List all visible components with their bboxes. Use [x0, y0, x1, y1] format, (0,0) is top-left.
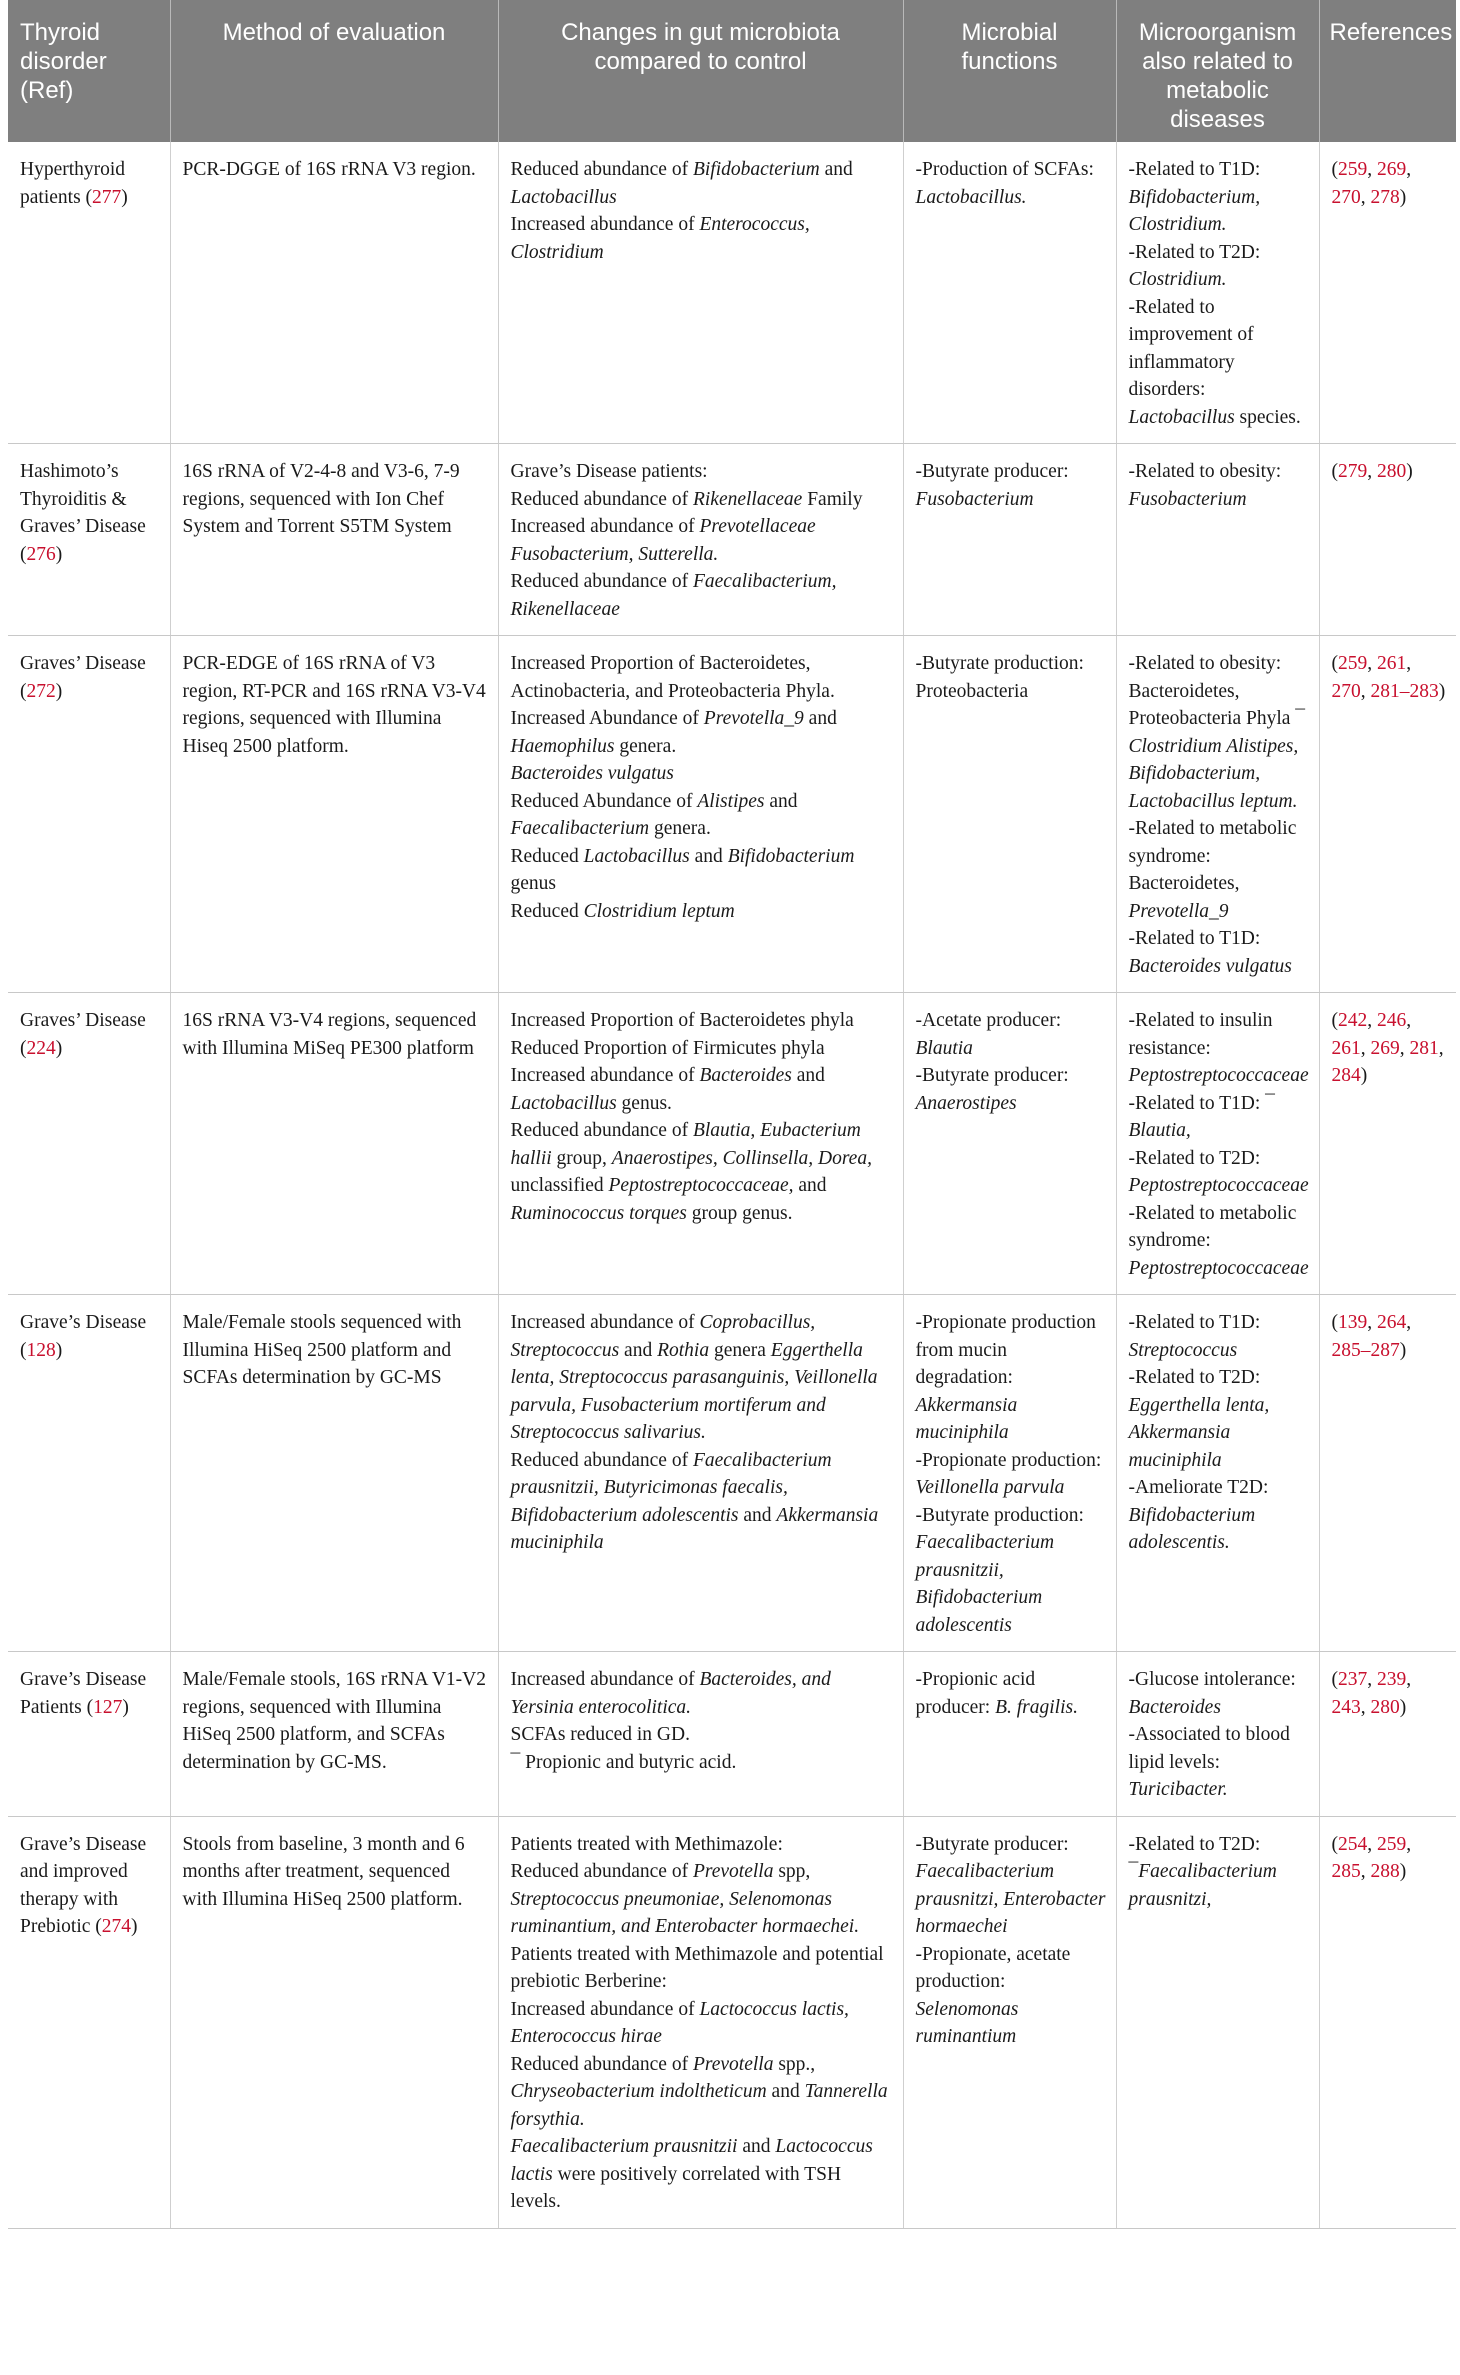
- cell-line: [511, 513, 893, 568]
- text-segment: and: [766, 2081, 805, 2102]
- header-thyroid-disorder: Thyroid disorder (Ref): [8, 0, 170, 142]
- reference-link[interactable]: 242: [1338, 1010, 1368, 1031]
- text-segment: and: [689, 845, 728, 867]
- text-segment: -Propionic acid producer:: [915, 1669, 1036, 1718]
- reference-link[interactable]: 279: [1338, 461, 1368, 482]
- italic-taxon: Fusobacterium: [1128, 488, 1247, 510]
- method-cell: 16S rRNA of V2-4-8 and V3-6, 7-9 regions, sequenced with Ion Chef System and Torrent S5TM System: [170, 444, 498, 636]
- text-segment: -Butyrate production: Proteobacteria: [915, 653, 1084, 702]
- cell-line: [511, 705, 893, 760]
- italic-taxon: Peptostreptococcaceae,: [608, 1175, 794, 1196]
- table-row: [8, 142, 1456, 444]
- disorder-ref-link[interactable]: 127: [93, 1696, 123, 1718]
- text-segment: genera.: [649, 818, 711, 839]
- related-cell: [1116, 636, 1319, 993]
- functions-cell: [903, 636, 1116, 993]
- italic-taxon: Prevotella_9: [703, 708, 804, 729]
- header-functions: Microbial functions: [903, 0, 1116, 142]
- thyroid-disorder-cell: Hashimoto’s Thyroiditis & Graves’ Disease (276): [8, 444, 170, 636]
- changes-cell: [498, 142, 903, 444]
- disorder-name: Graves’ Disease: [20, 653, 146, 674]
- table-row: [8, 1652, 1456, 1817]
- changes-cell: [498, 636, 903, 993]
- disorder-name: Grave’s Disease: [20, 1312, 147, 1333]
- related-cell: [1116, 1816, 1319, 2228]
- text-segment: -Related to T2D: ¯: [1128, 1833, 1261, 1882]
- disorder-ref-link[interactable]: 274: [101, 1916, 132, 1937]
- italic-taxon: Peptostreptococcaceae: [1128, 1065, 1309, 1086]
- italic-taxon: Blautia,: [1128, 1120, 1191, 1141]
- functions-cell: [903, 444, 1116, 636]
- reference-link[interactable]: 285–287: [1331, 1339, 1400, 1361]
- reference-link[interactable]: 281–283: [1370, 680, 1439, 702]
- text-segment: and: [803, 708, 837, 729]
- italic-taxon: Lactobacillus: [583, 845, 690, 867]
- cell-line: [511, 1447, 893, 1557]
- reference-link[interactable]: 278: [1370, 186, 1400, 208]
- cell-line: [511, 486, 893, 514]
- disorder-ref-link[interactable]: 272: [26, 680, 56, 702]
- text-segment: Reduced abundance of: [510, 1861, 693, 1882]
- text-segment: were positively correlated with TSH levels.: [510, 2163, 842, 2212]
- references-cell: (237, 239, 243, 280): [1319, 1652, 1456, 1817]
- text-segment: genus: [510, 873, 556, 894]
- italic-taxon: Clostridium.: [1128, 269, 1227, 290]
- italic-taxon: Anaerostipes, Collinsella, Dorea,: [611, 1147, 872, 1169]
- text-segment: -Associated to blood lipid levels:: [1128, 1724, 1290, 1773]
- changes-cell: [498, 1816, 903, 2228]
- reference-link[interactable]: 269: [1370, 1037, 1400, 1059]
- italic-taxon: Prevotella: [692, 2053, 774, 2075]
- changes-cell: [498, 1295, 903, 1652]
- text-segment: -Related to metabolic syndrome: Bacteroidetes,: [1128, 818, 1297, 894]
- cell-line: [511, 1996, 893, 2051]
- thyroid-disorder-cell: Grave’s Disease and improved therapy with Prebiotic (274): [8, 1816, 170, 2228]
- text-segment: Increased abundance of: [510, 1065, 700, 1086]
- italic-taxon: Faecalibacterium prausnitzii: [510, 2136, 738, 2157]
- text-segment: -Related to obesity:: [1128, 461, 1282, 482]
- header-related-microorganisms: Microorganism also related to metabolic diseases: [1116, 0, 1319, 142]
- italic-taxon: Akkermansia muciniphila: [915, 1394, 1018, 1443]
- cell-line: [511, 1035, 893, 1063]
- cell-line: [1129, 1721, 1309, 1804]
- table-row: [8, 444, 1456, 636]
- text-segment: -Related to T1D:: [1128, 928, 1261, 949]
- method-cell: Stools from baseline, 3 month and 6 months after treatment, sequenced with Illumina HiSeq 2500 platform.: [170, 1816, 498, 2228]
- text-segment: Reduced abundance of: [510, 2053, 693, 2075]
- italic-taxon: Blautia, Eubacterium hallii: [510, 1120, 861, 1169]
- cell-line: [1129, 1145, 1309, 1200]
- italic-taxon: Lactobacillus: [510, 186, 617, 208]
- text-segment: -Propionate production:: [915, 1449, 1102, 1471]
- text-segment: and: [819, 159, 853, 180]
- reference-link[interactable]: 280: [1377, 461, 1407, 482]
- table-row: [8, 636, 1456, 993]
- method-cell: PCR-EDGE of 16S rRNA of V3 region, RT-PCR and 16S rRNA V3-V4 regions, sequenced with Illumina Hiseq 2500 platform.: [170, 636, 498, 993]
- text-segment: -Glucose intolerance:: [1128, 1669, 1296, 1690]
- text-segment: -Butyrate producer:: [915, 1833, 1069, 1855]
- italic-taxon: Prevotella: [692, 1861, 774, 1882]
- italic-taxon: Faecalibacterium prausnitzi, Enterobacter hormaechei: [915, 1861, 1106, 1937]
- related-cell: [1116, 1295, 1319, 1652]
- text-segment: -Butyrate producer:: [915, 1065, 1069, 1086]
- cell-line: [916, 156, 1106, 211]
- text-segment: spp,: [773, 1861, 811, 1882]
- cell-line: [1129, 925, 1309, 980]
- text-segment: Increased Proportion of Bacteroidetes, Actinobacteria, and Proteobacteria Phyla.: [510, 653, 835, 702]
- disorder-ref-link[interactable]: 276: [26, 543, 56, 565]
- text-segment: Reduced Proportion of Firmicutes phyla: [510, 1037, 825, 1059]
- cell-line: [511, 211, 893, 266]
- disorder-name: Grave’s Disease and improved therapy with Prebiotic: [20, 1833, 147, 1937]
- cell-line: [916, 1062, 1106, 1117]
- cell-line: [511, 1117, 893, 1227]
- text-segment: -Related to T1D: ¯: [1128, 1092, 1275, 1114]
- italic-taxon: Bifidobacterium: [692, 159, 820, 180]
- method-cell: Male/Female stools, 16S rRNA V1-V2 regions, sequenced with Illumina HiSeq 2500 platform, and SCFAs determination by GC-MS.: [170, 1652, 498, 1817]
- cell-line: [511, 2051, 893, 2134]
- italic-taxon: Faecalibacterium prausnitzii, Butyricimonas faecalis, Bifidobacterium adolescentis: [510, 1449, 832, 1526]
- text-segment: ¯ Propionic and butyric acid.: [510, 1751, 737, 1773]
- changes-cell: [498, 1652, 903, 1817]
- cell-line: [916, 1502, 1106, 1640]
- italic-taxon: Peptostreptococcaceae: [1128, 1175, 1309, 1196]
- text-segment: -Related to obesity: Bacteroidetes, Proteobacteria Phyla ¯: [1128, 653, 1306, 729]
- text-segment: Reduced abundance of: [510, 1449, 693, 1471]
- functions-cell: [903, 993, 1116, 1295]
- italic-taxon: Bacteroides vulgatus: [1128, 955, 1292, 977]
- related-cell: [1116, 1652, 1319, 1817]
- cell-line: [1129, 1831, 1309, 1914]
- references-cell: (259, 269, 270, 278): [1319, 142, 1456, 444]
- text-segment: Increased abundance of: [510, 1669, 700, 1690]
- text-segment: Increased abundance of: [510, 1312, 700, 1333]
- italic-taxon: Lactobacillus.: [915, 186, 1027, 208]
- text-segment: -Propionate production from mucin degradation:: [915, 1312, 1096, 1388]
- text-segment: genera.: [614, 735, 677, 757]
- method-cell: Male/Female stools sequenced with Illumina HiSeq 2500 platform and SCFAs determination by GC-MS: [170, 1295, 498, 1652]
- italic-taxon: Chryseobacterium indoltheticum: [510, 2081, 767, 2102]
- text-segment: -Related to insulin resistance:: [1128, 1010, 1273, 1059]
- disorder-name: Graves’ Disease: [20, 1010, 146, 1031]
- text-segment: Reduced abundance of: [510, 571, 693, 592]
- text-segment: -Ameliorate T2D:: [1128, 1477, 1269, 1498]
- italic-taxon: Eggerthella lenta, Streptococcus parasanguinis, Veillonella parvula, Fusobacterium mortiferum and Streptococcus salivarius.: [510, 1339, 878, 1443]
- header-references: References: [1319, 0, 1456, 142]
- italic-taxon: Lactobacillus: [1128, 406, 1235, 428]
- italic-taxon: Akkermansia muciniphila: [510, 1504, 879, 1553]
- text-segment: SCFAs reduced in GD.: [510, 1724, 690, 1745]
- italic-taxon: Bifidobacterium adolescentis.: [1128, 1504, 1256, 1553]
- text-segment: and: [791, 1065, 825, 1086]
- reference-link[interactable]: 270: [1331, 186, 1361, 208]
- italic-taxon: Prevotellaceae Fusobacterium, Sutterella.: [510, 516, 816, 565]
- italic-taxon: Blautia: [915, 1037, 973, 1059]
- text-segment: -Related to T2D:: [1128, 1147, 1261, 1169]
- italic-taxon: Streptococcus: [1128, 1339, 1238, 1361]
- references-cell: (242, 246, 261, 269, 281, 284): [1319, 993, 1456, 1295]
- references-cell: (259, 261, 270, 281–283): [1319, 636, 1456, 993]
- italic-taxon: Bacteroides, and Yersinia enterocolitica.: [510, 1669, 831, 1718]
- italic-taxon: Bacteroides: [699, 1065, 792, 1086]
- italic-taxon: Coprobacillus, Streptococcus: [510, 1312, 816, 1361]
- text-segment: -Related to T2D:: [1128, 241, 1261, 263]
- italic-taxon: Haemophilus: [510, 735, 615, 757]
- table-row: [8, 1816, 1456, 2228]
- header-row: [8, 0, 1456, 142]
- cell-line: [511, 1062, 893, 1117]
- cell-line: [1129, 815, 1309, 925]
- cell-line: [916, 1007, 1106, 1062]
- text-segment: Increased abundance of: [510, 214, 700, 235]
- disorder-ref-link[interactable]: 128: [26, 1339, 56, 1361]
- changes-cell: [498, 444, 903, 636]
- cell-line: [511, 1007, 893, 1035]
- text-segment: Reduced abundance of: [510, 1120, 693, 1141]
- text-segment: species.: [1234, 406, 1301, 428]
- cell-line: [1129, 1364, 1309, 1474]
- text-segment: -Butyrate production:: [915, 1504, 1084, 1526]
- cell-line: [1129, 1666, 1309, 1721]
- text-segment: -Butyrate producer:: [915, 461, 1069, 482]
- thyroid-disorder-cell: Grave’s Disease Patients (127): [8, 1652, 170, 1817]
- text-segment: and: [738, 1504, 777, 1526]
- cell-line: [511, 650, 893, 705]
- text-segment: -Propionate, acetate production:: [915, 1943, 1071, 1992]
- cell-line: [916, 458, 1106, 513]
- table-body: [8, 142, 1456, 2228]
- italic-taxon: Lactobacillus: [510, 1092, 617, 1114]
- italic-taxon: B. fragilis.: [995, 1696, 1078, 1718]
- text-segment: -Related to T1D:: [1128, 159, 1261, 180]
- cell-line: [511, 843, 893, 898]
- italic-taxon: Clostridium Alistipes, Bifidobacterium, Lactobacillus leptum.: [1128, 735, 1299, 812]
- cell-line: [511, 2133, 893, 2216]
- italic-taxon: Faecalibacterium prausnitzi,: [1128, 1861, 1277, 1910]
- reference-link[interactable]: 259: [1338, 653, 1368, 674]
- text-segment: group,: [551, 1147, 612, 1169]
- text-segment: genera: [709, 1339, 771, 1361]
- italic-taxon: Rikenellaceae: [692, 488, 803, 510]
- thyroid-disorder-cell: Hyperthyroid patients (277): [8, 142, 170, 444]
- cell-line: [511, 1309, 893, 1447]
- cell-line: [1129, 1309, 1309, 1364]
- header-method: Method of evaluation: [170, 0, 498, 142]
- italic-taxon: Lactococcus lactis: [510, 2136, 873, 2185]
- italic-taxon: Veillonella parvula: [915, 1477, 1065, 1498]
- text-segment: Grave’s Disease patients:: [510, 461, 708, 482]
- related-cell: [1116, 142, 1319, 444]
- cell-line: [511, 1721, 893, 1749]
- references-cell: (279, 280): [1319, 444, 1456, 636]
- cell-line: [1129, 1474, 1309, 1557]
- italic-taxon: Rothia: [657, 1339, 710, 1361]
- italic-taxon: Clostridium leptum: [583, 900, 735, 922]
- text-segment: Reduced Abundance of: [510, 790, 698, 812]
- text-segment: Increased abundance of: [510, 1998, 700, 2020]
- related-cell: [1116, 444, 1319, 636]
- italic-taxon: Bacteroides vulgatus: [510, 763, 674, 784]
- functions-cell: [903, 1816, 1116, 2228]
- cell-line: [916, 1666, 1106, 1721]
- reference-link[interactable]: 259: [1338, 159, 1368, 180]
- cell-line: [916, 650, 1106, 705]
- italic-taxon: Streptococcus pneumoniae, Selenomonas ruminantium, and Enterobacter hormaechei.: [510, 1888, 860, 1937]
- header-changes: Changes in gut microbiota compared to control: [498, 0, 903, 142]
- italic-taxon: Bifidobacterium, Clostridium.: [1128, 186, 1261, 235]
- cell-line: [1129, 1200, 1309, 1283]
- italic-taxon: Bifidobacterium: [727, 845, 855, 867]
- cell-line: [1129, 239, 1309, 294]
- reference-link[interactable]: 261: [1331, 1037, 1361, 1059]
- text-segment: Reduced abundance of: [510, 159, 693, 180]
- reference-link[interactable]: 139: [1338, 1312, 1368, 1333]
- cell-line: [1129, 458, 1309, 513]
- thyroid-disorder-cell: Grave’s Disease (128): [8, 1295, 170, 1652]
- microbiota-table: [8, 0, 1456, 2229]
- italic-taxon: Eggerthella lenta, Akkermansia muciniphila: [1128, 1394, 1270, 1471]
- cell-line: [1129, 1090, 1309, 1145]
- cell-line: [916, 1447, 1106, 1502]
- table-header: [8, 0, 1456, 142]
- italic-taxon: Faecalibacterium: [510, 818, 650, 839]
- cell-line: [511, 1858, 893, 1941]
- text-segment: Family: [802, 488, 863, 510]
- cell-line: [916, 1309, 1106, 1447]
- reference-link[interactable]: 237: [1338, 1669, 1368, 1690]
- text-segment: and: [764, 790, 798, 812]
- thyroid-disorder-cell: Graves’ Disease (224): [8, 993, 170, 1295]
- thyroid-disorder-cell: Graves’ Disease (272): [8, 636, 170, 993]
- table-row: [8, 1295, 1456, 1652]
- text-segment: Reduced abundance of: [510, 488, 693, 510]
- text-segment: -Related to improvement of inflammatory disorders:: [1128, 296, 1254, 400]
- functions-cell: [903, 1295, 1116, 1652]
- text-segment: and: [737, 2136, 776, 2157]
- text-segment: -Related to metabolic syndrome:: [1128, 1202, 1297, 1251]
- text-segment: Increased Abundance of: [510, 708, 704, 729]
- cell-line: [1129, 294, 1309, 432]
- reference-link[interactable]: 288: [1370, 1861, 1400, 1882]
- reference-link[interactable]: 239: [1377, 1669, 1407, 1690]
- reference-link[interactable]: 281: [1409, 1037, 1439, 1059]
- table-row: [8, 993, 1456, 1295]
- italic-taxon: Lactococcus lactis, Enterococcus hirae: [510, 1998, 849, 2047]
- italic-taxon: Selenomonas ruminantium: [915, 1998, 1019, 2047]
- text-segment: Patients treated with Methimazole:: [510, 1833, 783, 1855]
- italic-taxon: Tannerella forsythia.: [510, 2081, 888, 2130]
- italic-taxon: Faecalibacterium, Rikenellaceae: [510, 571, 837, 620]
- reference-link[interactable]: 246: [1377, 1010, 1407, 1031]
- cell-line: [916, 1831, 1106, 1941]
- text-segment: spp.,: [773, 2053, 816, 2075]
- text-segment: -Production of SCFAs:: [915, 159, 1094, 180]
- reference-link[interactable]: 285: [1331, 1861, 1361, 1882]
- cell-line: [511, 1831, 893, 1859]
- disorder-name: Hyperthyroid patients: [20, 159, 126, 208]
- italic-taxon: Ruminococcus torques: [510, 1202, 687, 1224]
- cell-line: [511, 1941, 893, 1996]
- text-segment: and: [619, 1339, 658, 1361]
- cell-line: [511, 1749, 893, 1777]
- cell-line: [511, 760, 893, 788]
- text-segment: Increased abundance of: [510, 516, 700, 537]
- changes-cell: [498, 993, 903, 1295]
- cell-line: [1129, 1007, 1309, 1090]
- text-segment: unclassified: [510, 1175, 609, 1196]
- italic-taxon: Enterococcus, Clostridium: [510, 214, 810, 263]
- text-segment: Reduced: [510, 845, 584, 867]
- italic-taxon: Turicibacter.: [1128, 1779, 1228, 1800]
- italic-taxon: Prevotella_9: [1128, 900, 1229, 922]
- cell-line: [511, 898, 893, 926]
- text-segment: -Acetate producer:: [915, 1010, 1062, 1031]
- text-segment: genus.: [616, 1092, 672, 1114]
- text-segment: Patients treated with Methimazole and potential prebiotic Berberine:: [510, 1943, 884, 1992]
- italic-taxon: Faecalibacterium prausnitzii, Bifidobacterium adolescentis: [915, 1532, 1055, 1636]
- functions-cell: [903, 1652, 1116, 1817]
- text-segment: -Related to T2D:: [1128, 1367, 1261, 1388]
- disorder-name: Hashimoto’s Thyroiditis & Graves’ Disease: [20, 461, 146, 537]
- reference-link[interactable]: 243: [1331, 1696, 1361, 1718]
- disorder-name: Grave’s Disease Patients: [20, 1669, 147, 1718]
- functions-cell: [903, 142, 1116, 444]
- related-cell: [1116, 993, 1319, 1295]
- method-cell: 16S rRNA V3-V4 regions, sequenced with Illumina MiSeq PE300 platform: [170, 993, 498, 1295]
- disorder-ref-link[interactable]: 277: [92, 186, 122, 208]
- cell-line: [511, 568, 893, 623]
- italic-taxon: Bacteroides: [1128, 1696, 1221, 1718]
- reference-link[interactable]: 270: [1331, 680, 1361, 702]
- italic-taxon: Fusobacterium: [915, 488, 1034, 510]
- reference-link[interactable]: 280: [1370, 1696, 1400, 1718]
- cell-line: [511, 1666, 893, 1721]
- italic-taxon: Alistipes: [697, 790, 765, 812]
- reference-link[interactable]: 264: [1377, 1312, 1407, 1333]
- italic-taxon: Peptostreptococcaceae: [1128, 1257, 1309, 1279]
- reference-link[interactable]: 254: [1338, 1833, 1368, 1855]
- references-cell: (139, 264, 285–287): [1319, 1295, 1456, 1652]
- reference-link[interactable]: 269: [1377, 159, 1407, 180]
- cell-line: [511, 156, 893, 211]
- reference-link[interactable]: 259: [1377, 1833, 1407, 1855]
- method-cell: PCR-DGGE of 16S rRNA V3 region.: [170, 142, 498, 444]
- text-segment: group genus.: [686, 1202, 793, 1224]
- cell-line: [511, 458, 893, 486]
- text-segment: Reduced: [510, 900, 584, 922]
- text-segment: and: [793, 1175, 827, 1196]
- cell-line: [511, 788, 893, 843]
- disorder-ref-link[interactable]: 224: [26, 1037, 56, 1059]
- reference-link[interactable]: 261: [1377, 653, 1407, 674]
- references-cell: (254, 259, 285, 288): [1319, 1816, 1456, 2228]
- italic-taxon: Anaerostipes: [915, 1092, 1017, 1114]
- cell-line: [1129, 650, 1309, 815]
- text-segment: -Related to T1D:: [1128, 1312, 1261, 1333]
- text-segment: Increased Proportion of Bacteroidetes phyla: [510, 1010, 854, 1031]
- cell-line: [916, 1941, 1106, 2051]
- reference-link[interactable]: 284: [1331, 1065, 1361, 1086]
- cell-line: [1129, 156, 1309, 239]
